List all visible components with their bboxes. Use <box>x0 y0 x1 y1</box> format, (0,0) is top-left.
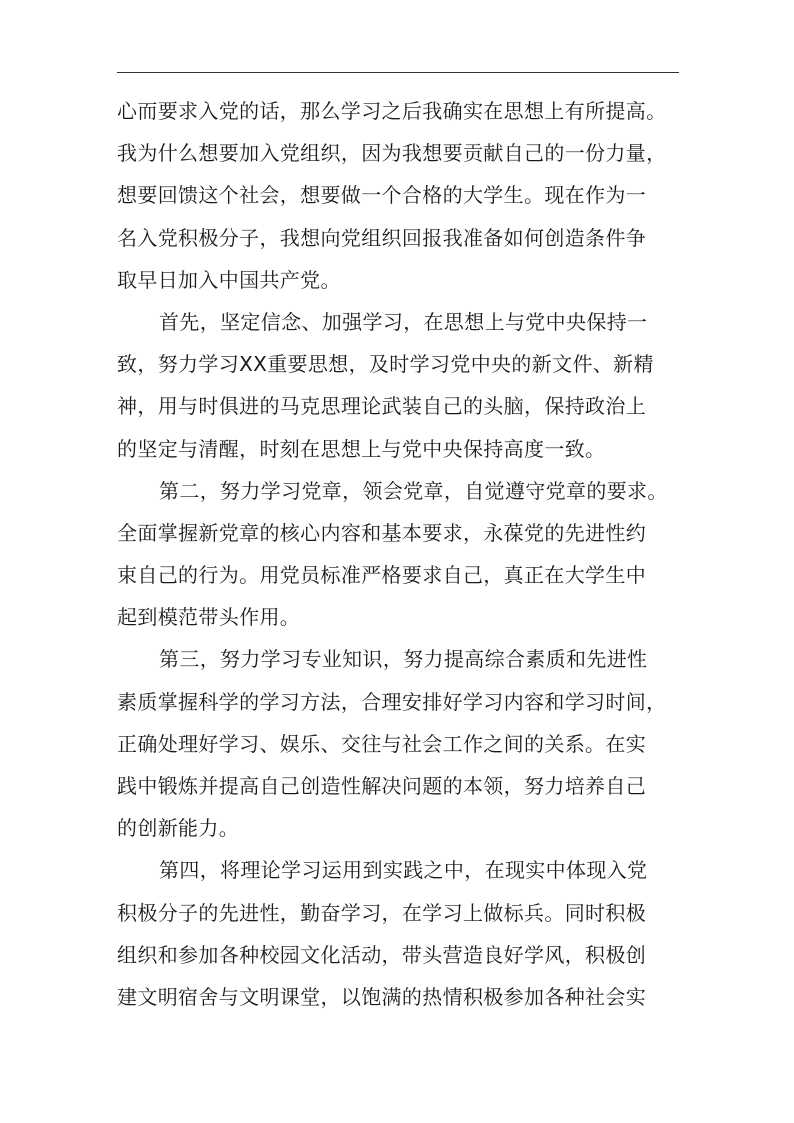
paragraph-first-line: 首先，坚定信念、加强学习，在思想上与党中央保持一 <box>159 309 648 334</box>
text-line: 践中锻炼并提高自己创造性解决问题的本领，努力培养自己 <box>117 774 647 798</box>
header-divider <box>117 72 679 73</box>
text-line: 起到模范带头作用。 <box>117 605 301 630</box>
text-line: 全面掌握新党章的核心内容和基本要求，永葆党的先进性约 <box>117 520 647 545</box>
text-line: 心而要求入党的话，那么学习之后我确实在思想上有所提高。 <box>117 99 667 123</box>
paragraph-first-line: 第三，努力学习专业知识，努力提高综合素质和先进性 <box>159 647 648 672</box>
paragraph-first-line: 第二，努力学习党章，领会党章，自觉遵守党章的要求。 <box>159 478 668 503</box>
text-line: 正确处理好学习、娱乐、交往与社会工作之间的关系。在实 <box>117 731 647 756</box>
text-line: 束自己的行为。用党员标准严格要求自己，真正在大学生中 <box>117 563 647 588</box>
text-line: 建文明宿舍与文明课堂，以饱满的热情积极参加各种社会实 <box>117 984 647 1009</box>
text-line: 积极分子的先进性，勤奋学习，在学习上做标兵。同时积极 <box>117 900 647 925</box>
text-line: 组织和参加各种校园文化活动，带头营造良好学风，积极创 <box>117 942 647 967</box>
paragraph-first-line: 第四，将理论学习运用到实践之中，在现实中体现入党 <box>159 858 648 883</box>
text-line: 想要回馈这个社会，想要做一个合格的大学生。现在作为一 <box>117 183 647 208</box>
text-line: 名入党积极分子，我想向党组织回报我准备如何创造条件争 <box>117 225 647 250</box>
text-line: 致，努力学习XX重要思想，及时学习党中央的新文件、新精 <box>117 352 654 377</box>
text-line: 的创新能力。 <box>117 816 240 841</box>
text-line: 我为什么想要加入党组织，因为我想要贡献自己的一份力量， <box>117 141 667 166</box>
text-line: 素质掌握科学的学习方法，合理安排好学习内容和学习时间， <box>117 689 667 714</box>
text-line: 神，用与时俱进的马克思理论武装自己的头脑，保持政治上 <box>117 394 647 419</box>
document-body <box>117 90 682 1018</box>
text-line: 的坚定与清醒，时刻在思想上与党中央保持高度一致。 <box>117 436 606 461</box>
text-line: 取早日加入中国共产党。 <box>117 267 341 292</box>
